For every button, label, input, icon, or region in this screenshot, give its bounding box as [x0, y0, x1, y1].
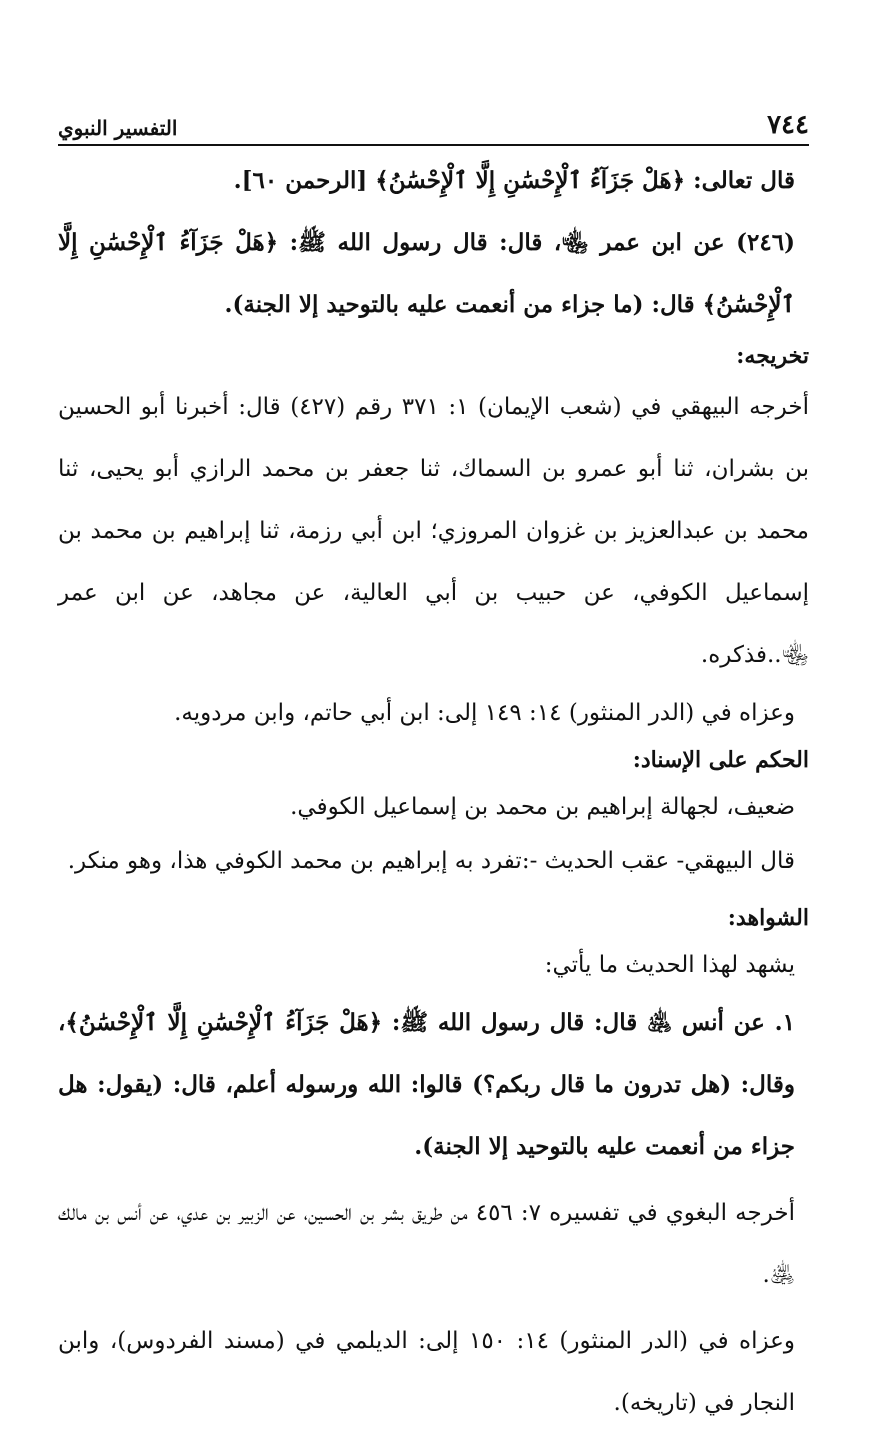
shawahid-intro: يشهد لهذا الحديث ما يأتي:	[544, 952, 795, 978]
bayhaqi-comment: قال البيهقي- عقب الحديث -:تفرد به إبراهيم بن محمد الكوفي هذا، وهو منكر.	[67, 848, 795, 874]
heading-shawahid: الشواهد:	[727, 905, 809, 931]
baghawi-takhrij: أخرجه البغوي في تفسيره ٧: ٤٥٦ من طريق بشر بن الحسين، عن الزبير بن عدي، عن أنس بن مالك ﵁.	[58, 1200, 795, 1288]
takhrij-attribution: وعزاه في (الدر المنثور) ١٤: ١٤٩ إلى: ابن أبي حاتم، وابن مردويه.	[174, 700, 795, 726]
heading-isnad-ruling: الحكم على الإسناد:	[632, 747, 809, 773]
durr-attribution: وعزاه في (الدر المنثور) ١٤: ١٥٠ إلى: الديلمي في (مسند الفردوس)، وابن النجار في (تاريخه).	[58, 1328, 796, 1416]
running-title: التفسير النبوي	[58, 116, 178, 140]
shahid-anas: ١. عن أنس ﵁ قال: قال رسول الله ﷺ: ﴿هَلْ جَزَآءُ ٱلْإِحْسَٰنِ إِلَّا ٱلْإِحْسَٰنُ﴾، وقال: (هل تدرون ما قال ربكم؟) قالوا: الله ورسوله أعلم، قال: (يقول: هل جزاء من أنعمت عليه بالتوحيد إلا الجنة).	[58, 1009, 795, 1160]
takhrij-text: أخرجه البيهقي في (شعب الإيمان) ١: ٣٧١ رقم (٤٢٧) قال: أخبرنا أبو الحسين بن بشران، ثنا أبو عمرو بن السماك، ثنا جعفر بن محمد الرازي أبو يحيى، ثنا محمد بن عبدالعزيز بن غزوان المروزي؛ ابن أبي رزمة، ثنا إبراهيم بن محمد بن إسماعيل الكوفي، عن حبيب بن أبي العالية، عن مجاهد، عن ابن عمر ﵄..فذكره.	[58, 394, 809, 668]
verse-citation: قال تعالى: ﴿هَلْ جَزَآءُ ٱلْإِحْسَٰنِ إِلَّا ٱلْإِحْسَٰنُ﴾ [الرحمن ٦٠].	[233, 167, 795, 194]
isnad-ruling-text: ضعيف، لجهالة إبراهيم بن محمد بن إسماعيل الكوفي.	[290, 794, 795, 820]
page-number: ٧٤٤	[767, 110, 809, 140]
heading-takhrij: تخريجه:	[736, 343, 809, 369]
hadith-246: (٢٤٦) عن ابن عمر ﵄، قال: قال رسول الله ﷺ: ﴿هَلْ جَزَآءُ ٱلْإِحْسَٰنِ إِلَّا ٱلْإِحْسَٰنُ﴾ قال: (ما جزاء من أنعمت عليه بالتوحيد إلا الجنة).	[58, 229, 795, 318]
page-header	[58, 108, 809, 146]
